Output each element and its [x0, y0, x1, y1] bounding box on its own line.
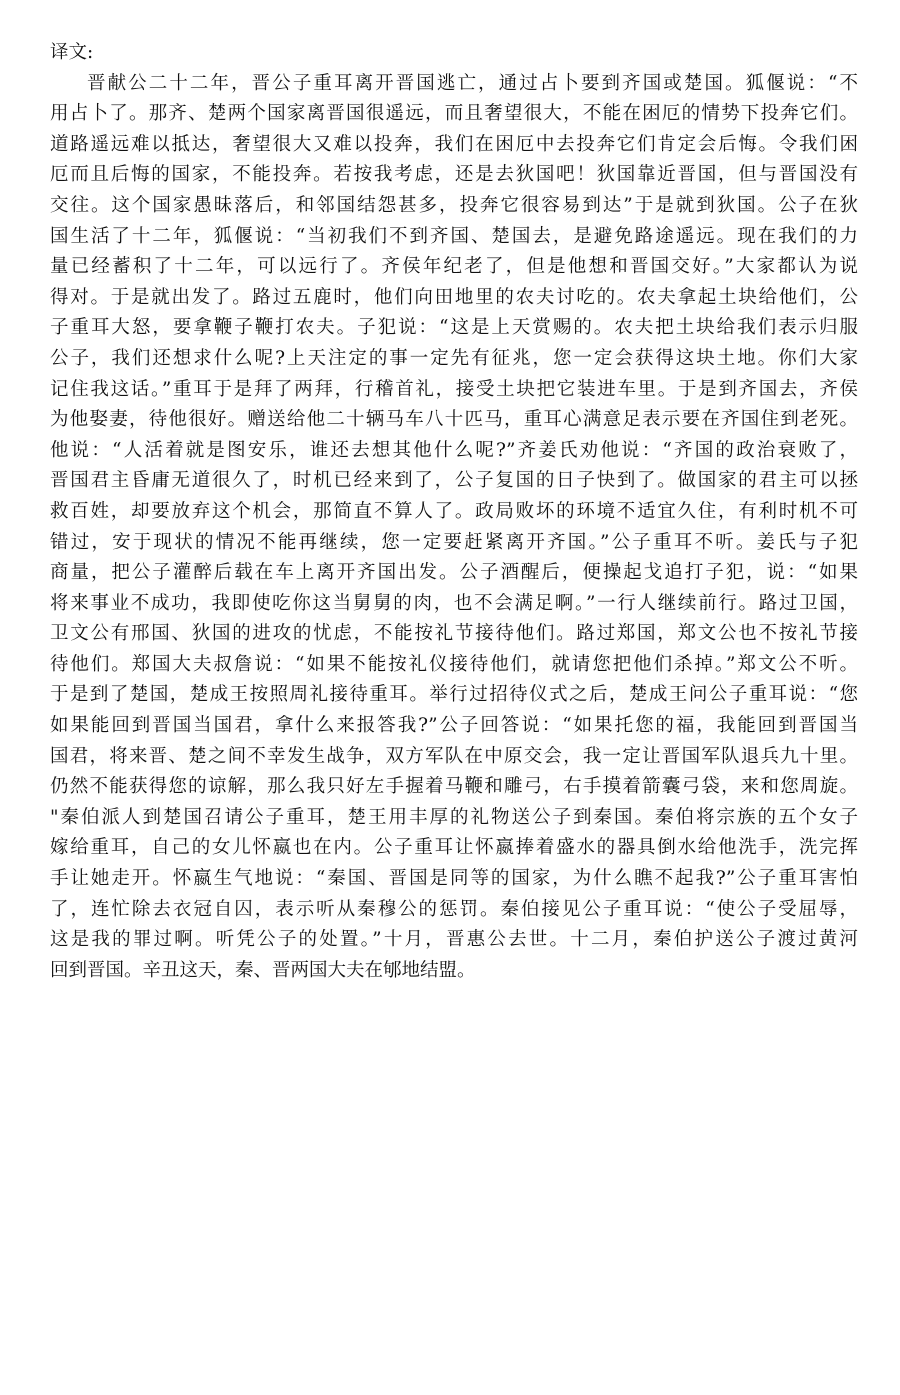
translation-heading: 译文:	[50, 42, 94, 63]
text-line: 商量，把公子灌醉后载在车上离开齐国出发。公子酒醒后，便操起戈追打子犯，说：“如果	[50, 562, 858, 584]
text-line: 这是我的罪过啊。听凭公子的处置。”十月，晋惠公去世。十二月，秦伯护送公子渡过黄河	[50, 929, 858, 951]
text-line: 待他们。郑国大夫叔詹说：“如果不能按礼仪接待他们，就请您把他们杀掉。”郑文公不听。	[50, 653, 858, 675]
translation-page	[50, 38, 858, 986]
text-line: 手让她走开。怀嬴生气地说：“秦国、晋国是同等的国家，为什么瞧不起我?”公子重耳害怕	[50, 868, 858, 890]
text-line: 量已经蓄积了十二年，可以远行了。齐侯年纪老了，但是他想和晋国交好。”大家都认为说	[50, 256, 858, 278]
text-line: 用占卜了。那齐、楚两个国家离晋国很遥远，而且奢望很大，不能在困厄的情势下投奔它们。	[50, 103, 858, 125]
text-line: 子重耳大怒，要拿鞭子鞭打农夫。子犯说：“这是上天赏赐的。农夫把土块给我们表示归服	[50, 317, 858, 339]
text-line: 他说：“人活着就是图安乐，谁还去想其他什么呢?”齐姜氏劝他说：“齐国的政治衰败了，	[50, 439, 858, 461]
text-line: 晋国君主昏庸无道很久了，时机已经来到了，公子复国的日子快到了。做国家的君主可以拯	[50, 470, 858, 492]
text-line: 晋献公二十二年，晋公子重耳离开晋国逃亡，通过占卜要到齐国或楚国。狐偃说：“不	[87, 72, 858, 94]
text-line: 回到晋国。辛丑这天，秦、晋两国大夫在郇地结盟。	[50, 959, 476, 981]
text-line: 错过，安于现状的情况不能再继续，您一定要赶紧离开齐国。”公子重耳不听。姜氏与子犯	[50, 531, 858, 553]
translation-body	[50, 69, 858, 987]
text-line: 嫁给重耳，自己的女儿怀嬴也在内。公子重耳让怀嬴捧着盛水的器具倒水给他洗手，洗完挥	[50, 837, 858, 859]
text-line: 仍然不能获得您的谅解，那么我只好左手握着马鞭和雕弓，右手摸着箭囊弓袋，来和您周旋。	[50, 776, 858, 798]
text-line: 国生活了十二年，狐偃说：“当初我们不到齐国、楚国去，是避免路途遥远。现在我们的力	[50, 225, 858, 247]
text-line: 国君，将来晋、楚之间不幸发生战争，双方军队在中原交会，我一定让晋国军队退兵九十里。	[50, 745, 858, 767]
text-line: 如果能回到晋国当国君，拿什么来报答我?”公子回答说：“如果托您的福，我能回到晋国当	[50, 715, 858, 737]
text-line: 将来事业不成功，我即使吃你这当舅舅的肉，也不会满足啊。”一行人继续前行。路过卫国，	[50, 592, 858, 614]
text-line: 记住我这话。”重耳于是拜了两拜，行稽首礼，接受土块把它装进车里。于是到齐国去，齐侯	[50, 378, 858, 400]
text-line: 于是到了楚国，楚成王按照周礼接待重耳。举行过招待仪式之后，楚成王问公子重耳说：“您	[50, 684, 858, 706]
text-line: "秦伯派人到楚国召请公子重耳，楚王用丰厚的礼物送公子到秦国。秦伯将宗族的五个女子	[50, 806, 858, 828]
text-line: 公子，我们还想求什么呢?上天注定的事一定先有征兆，您一定会获得这块土地。你们大家	[50, 347, 858, 369]
text-line: 交往。这个国家愚昧落后，和邻国结怨甚多，投奔它很容易到达”于是就到狄国。公子在狄	[50, 194, 858, 216]
text-line: 救百姓，却要放弃这个机会，那简直不算人了。政局败坏的环境不适宜久住，有利时机不可	[50, 500, 858, 522]
text-line: 得对。于是就出发了。路过五鹿时，他们向田地里的农夫讨吃的。农夫拿起土块给他们，公	[50, 286, 858, 308]
text-line: 为他娶妻，待他很好。赠送给他二十辆马车八十匹马，重耳心满意足表示要在齐国住到老死。	[50, 409, 858, 431]
text-line: 道路遥远难以抵达，奢望很大又难以投奔，我们在困厄中去投奔它们肯定会后悔。令我们困	[50, 133, 858, 155]
text-line: 卫文公有邢国、狄国的进攻的忧虑，不能按礼节接待他们。路过郑国，郑文公也不按礼节接	[50, 623, 858, 645]
text-line: 了，连忙除去衣冠自囚，表示听从秦穆公的惩罚。秦伯接见公子重耳说：“使公子受屈辱，	[50, 898, 858, 920]
text-line: 厄而且后悔的国家，不能投奔。若按我考虑，还是去狄国吧！狄国靠近晋国，但与晋国没有	[50, 164, 858, 186]
